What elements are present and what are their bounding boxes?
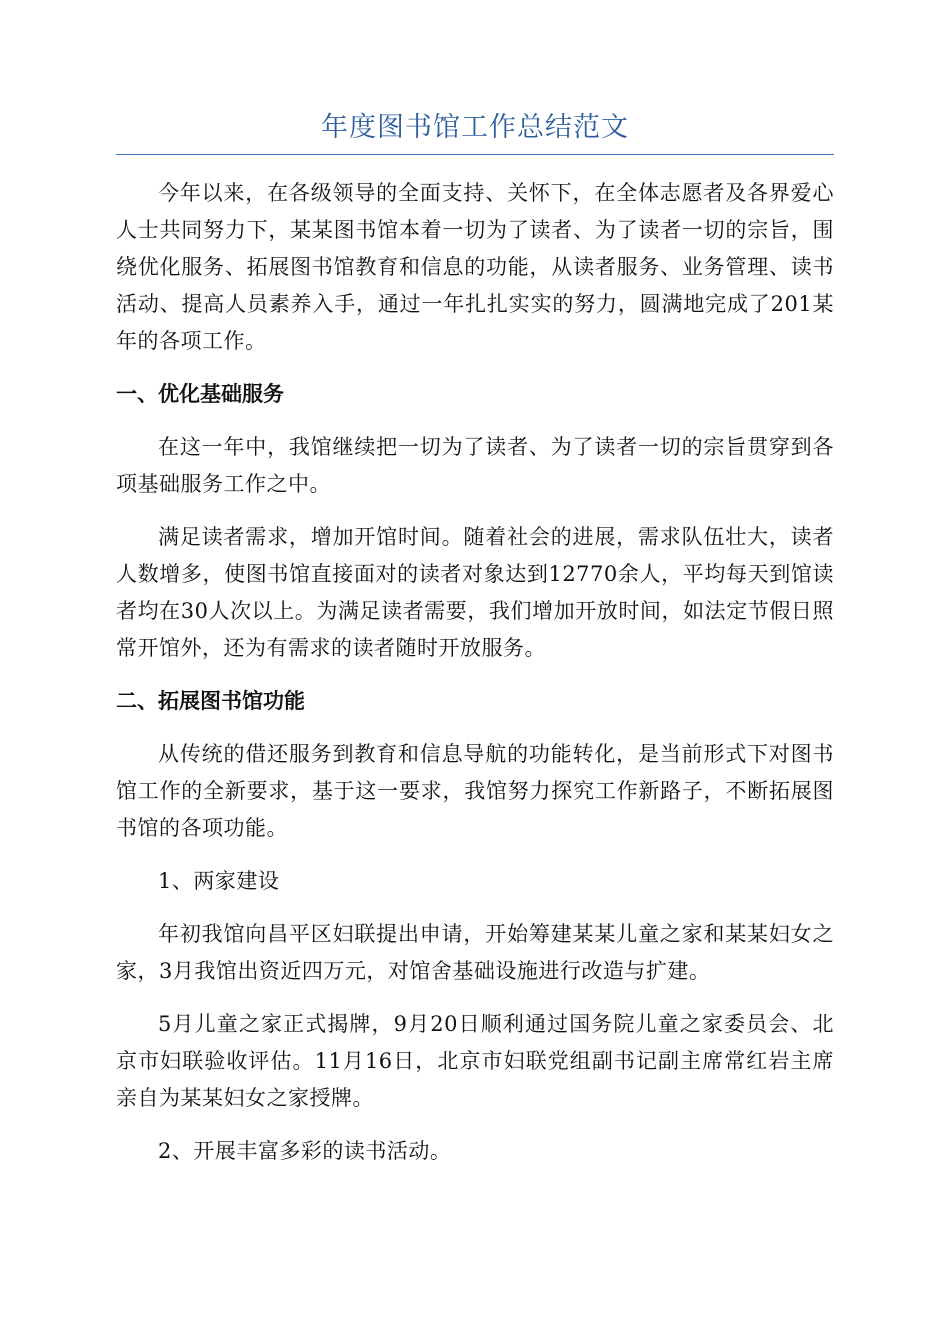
paragraph: 从传统的借还服务到教育和信息导航的功能转化，是当前形式下对图书馆工作的全新要求，基于这一要求，我馆努力探究工作新路子，不断拓展图书馆的各项功能。	[116, 742, 834, 840]
intro-paragraph: 今年以来，在各级领导的全面支持、关怀下，在全体志愿者及各界爱心人士共同努力下，某某图书馆本着一切为了读者、为了读者一切的宗旨，围绕优化服务、拓展图书馆教育和信息的功能，从读者服务、业务管理、读书活动、提高人员素养入手，通过一年扎扎实实的努力，圆满地完成了201某年的各项工作。	[116, 181, 834, 353]
document-title: 年度图书馆工作总结范文	[321, 112, 629, 143]
section-heading-2: 二、拓展图书馆功能	[116, 689, 305, 713]
paragraph: 5月儿童之家正式揭牌，9月20日顺利通过国务院儿童之家委员会、北京市妇联验收评估。11月16日，北京市妇联党组副书记副主席常红岩主席亲自为某某妇女之家授牌。	[116, 1012, 834, 1110]
paragraph: 年初我馆向昌平区妇联提出申请，开始筹建某某儿童之家和某某妇女之家，3月我馆出资近四万元，对馆舍基础设施进行改造与扩建。	[116, 922, 834, 983]
document-page	[116, 108, 834, 1186]
section-heading-1: 一、优化基础服务	[116, 382, 284, 406]
title-underline	[116, 154, 834, 155]
subsection-heading-2: 2、开展丰富多彩的读书活动。	[158, 1139, 452, 1163]
subsection-heading-1: 1、两家建设	[158, 869, 280, 893]
paragraph: 在这一年中，我馆继续把一切为了读者、为了读者一切的宗旨贯穿到各项基础服务工作之中。	[116, 435, 834, 496]
paragraph: 满足读者需求，增加开馆时间。随着社会的进展，需求队伍壮大，读者人数增多，使图书馆直接面对的读者对象达到12770余人，平均每天到馆读者均在30人次以上。为满足读者需要，我们增加开放时间，如法定节假日照常开馆外，还为有需求的读者随时开放服务。	[116, 525, 834, 660]
